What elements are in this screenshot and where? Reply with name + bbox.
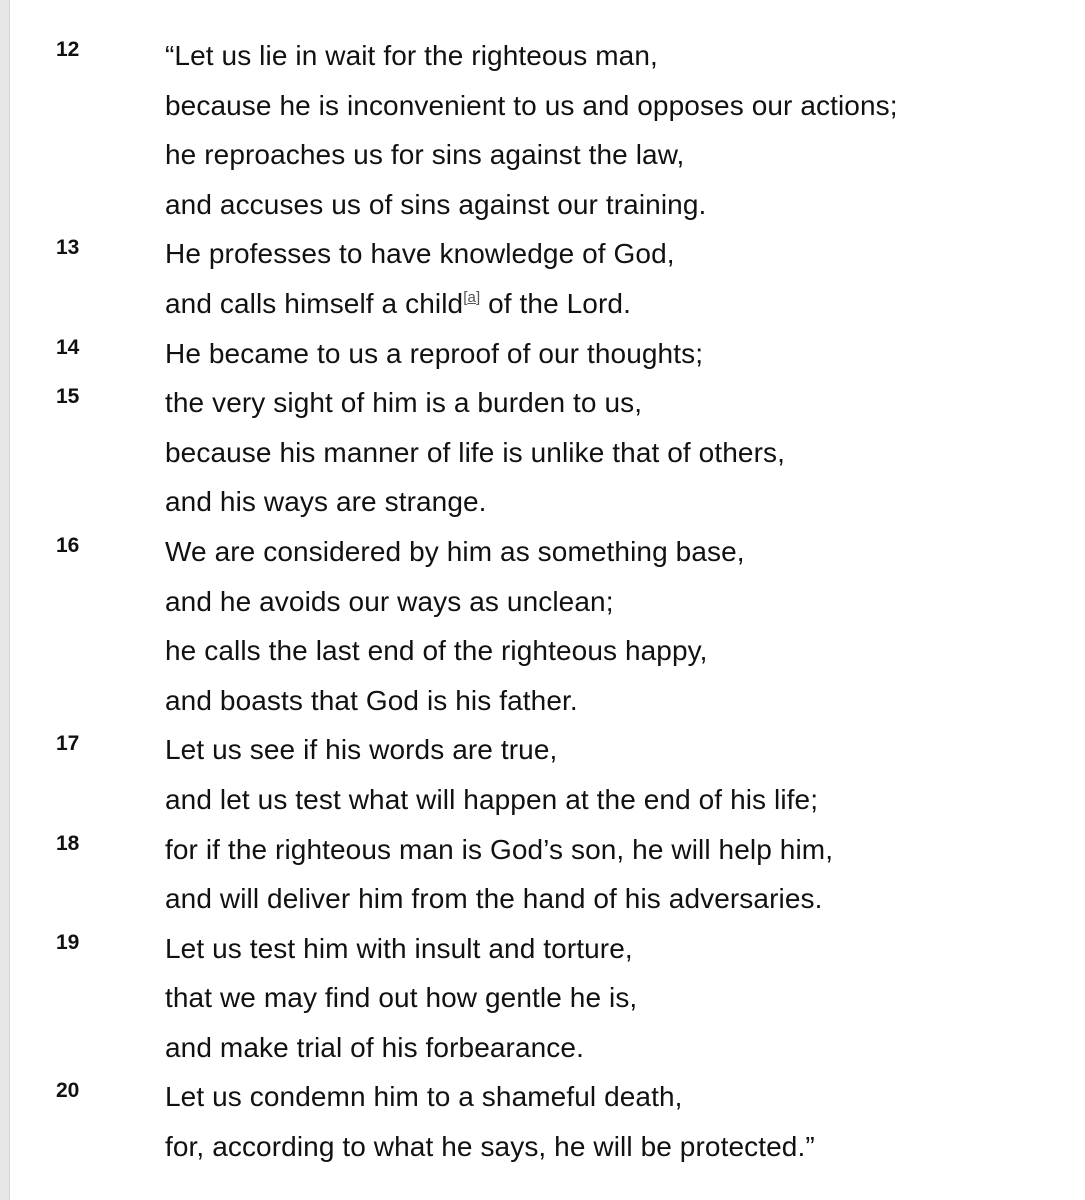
verse-number: 13 (56, 236, 80, 260)
passage-line (0, 1124, 1085, 1174)
footnote-letter[interactable]: a (467, 288, 476, 306)
passage-line (0, 132, 1085, 182)
verse-text: Let us condemn him to a shameful death, (165, 1081, 683, 1113)
passage-line (0, 479, 1085, 529)
passage-line (0, 579, 1085, 629)
verse-text: We are considered by him as something base, (165, 535, 745, 567)
passage-line (0, 628, 1085, 678)
passage-line (0, 231, 1085, 281)
verse-text: and accuses us of sins against our training. (165, 188, 707, 220)
scripture-passage (0, 33, 1085, 1174)
verse-text: and make trial of his forbearance. (165, 1031, 584, 1063)
passage-line (0, 529, 1085, 579)
verse-number: 20 (56, 1079, 80, 1103)
verse-text: Let us see if his words are true, (165, 734, 558, 766)
verse-text: and he avoids our ways as unclean; (165, 585, 614, 617)
verse-text: and boasts that God is his father. (165, 684, 578, 716)
verse-number: 17 (56, 732, 80, 756)
passage-line (0, 281, 1085, 331)
passage-line (0, 777, 1085, 827)
verse-number: 14 (56, 335, 80, 359)
passage-line (0, 975, 1085, 1025)
verse-number: 18 (56, 831, 80, 855)
passage-line (0, 83, 1085, 133)
passage-line (0, 827, 1085, 877)
verse-text: because his manner of life is unlike that of others, (165, 436, 785, 468)
verse-text: for, according to what he says, he will be protected.” (165, 1131, 815, 1163)
verse-text: he reproaches us for sins against the law, (165, 139, 685, 171)
passage-line (0, 876, 1085, 926)
passage-line (0, 727, 1085, 777)
verse-text-after-footnote: of the Lord. (480, 287, 631, 319)
passage-line (0, 1074, 1085, 1124)
verse-number: 12 (56, 38, 80, 61)
verse-text: and let us test what will happen at the end of his life; (165, 783, 819, 815)
passage-line (0, 182, 1085, 232)
verse-text: He professes to have knowledge of God, (165, 238, 675, 270)
verse-text: that we may find out how gentle he is, (165, 982, 638, 1014)
verse-number: 15 (56, 385, 80, 409)
verse-text: he calls the last end of the righteous happy, (165, 635, 708, 667)
verse-number: 16 (56, 533, 80, 557)
passage-line (0, 678, 1085, 728)
passage-line (0, 430, 1085, 480)
passage-line (0, 331, 1085, 381)
passage-line (0, 926, 1085, 976)
verse-text: the very sight of him is a burden to us, (165, 387, 643, 419)
verse-text-with-footnote (165, 288, 631, 320)
verse-text: He became to us a reproof of our thoughts; (165, 337, 704, 369)
verse-text: because he is inconvenient to us and opposes our actions; (165, 89, 898, 121)
verse-text-before-footnote: and calls himself a child (165, 287, 464, 319)
verse-text: Let us test him with insult and torture, (165, 932, 633, 964)
passage-line (0, 1025, 1085, 1075)
verse-text: and his ways are strange. (165, 486, 487, 518)
verse-text: “Let us lie in wait for the righteous man, (165, 40, 658, 71)
passage-line (0, 33, 1085, 83)
passage-line (0, 380, 1085, 430)
verse-number: 19 (56, 930, 80, 954)
verse-text: and will deliver him from the hand of his adversaries. (165, 883, 823, 915)
verse-text: for if the righteous man is God’s son, he will help him, (165, 833, 834, 865)
footnote-link[interactable]: [a] (463, 288, 481, 306)
